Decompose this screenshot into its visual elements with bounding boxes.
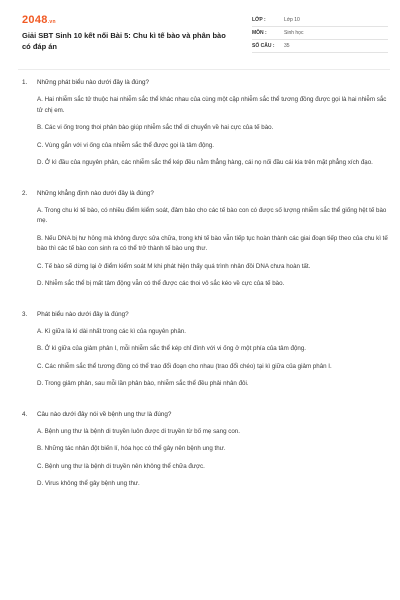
question-stem	[22, 309, 388, 327]
header-divider	[18, 69, 390, 70]
page-header	[0, 0, 400, 64]
meta-value: Lớp 10	[284, 17, 300, 23]
answer-option-a[interactable]: A. Kì giữa là kì dài nhất trong các kì của nguyên phân.	[37, 327, 186, 335]
answer-option-c[interactable]: C. Các nhiễm sắc thể tương đồng có thể trao đổi đoạn cho nhau (trao đổi chéo) tại kì giữa của giảm phân I.	[37, 362, 332, 370]
question-number: 2.	[22, 189, 28, 197]
site-logo[interactable]	[22, 14, 56, 26]
answer-option-a[interactable]: A. Bệnh ung thư là bệnh di truyền luôn được di truyền từ bố mẹ sang con.	[37, 427, 240, 435]
question-text: Những khẳng định nào dưới đây là đúng?	[37, 189, 154, 197]
answer-option-b[interactable]: B. Những tác nhân đột biến lí, hóa học có thể gây nên bệnh ung thư.	[37, 445, 226, 452]
question-number: 3.	[22, 310, 28, 318]
question-spacer	[22, 297, 388, 309]
meta-row-count	[252, 40, 388, 53]
answer-option-d[interactable]: D. Virus không thể gây bệnh ung thư.	[37, 480, 140, 487]
question-text: Phát biểu nào dưới đây là đúng?	[37, 310, 129, 318]
answer-option-d[interactable]: D. Trong giảm phân, sau mỗi lần phân bào, nhiễm sắc thể đều phải nhân đôi.	[37, 380, 249, 387]
meta-label: MÔN :	[252, 30, 267, 36]
meta-row-class	[252, 14, 388, 27]
answer-option-c[interactable]: C. Tế bào sẽ dừng lại ở điểm kiểm soát M khi phát hiện thấy quá trình nhân đôi DNA chưa hoàn tất.	[37, 262, 311, 270]
question-stem	[22, 188, 388, 206]
document-meta	[252, 14, 388, 53]
meta-row-subject	[252, 27, 388, 40]
question-spacer	[22, 176, 388, 188]
answer-option-b[interactable]: B. Các vi ống trong thoi phân bào giúp nhiễm sắc thể di chuyển về hai cực của tế bào.	[37, 124, 274, 131]
meta-label: LỚP :	[252, 17, 266, 23]
meta-value: 35	[284, 43, 290, 49]
document-title: Giải SBT Sinh 10 kết nối Bài 5: Chu kì tế bào và phân bào có đáp án	[22, 31, 226, 51]
answer-option-b[interactable]: B. Ở kì giữa của giảm phân I, mỗi nhiễm sắc thể kép chỉ đính với vi ống ở một phía của tâm động.	[37, 345, 306, 352]
meta-value: Sinh học	[284, 30, 304, 36]
answer-option-c[interactable]: C. Vùng gắn với vi ống của nhiễm sắc thể được gọi là tâm động.	[37, 141, 215, 149]
logo-suffix: .vn	[47, 19, 56, 25]
logo-text: 2048	[22, 14, 48, 26]
question-list	[22, 77, 388, 497]
meta-label: SỐ CÂU :	[252, 43, 275, 49]
answer-option-a[interactable]: A. Trong chu kì tế bào, có nhiều điểm kiểm soát, đảm bảo cho các tế bào con có được số lượng nhiễm sắc thể giống hệt tế bào mẹ.	[37, 206, 387, 224]
question-number: 4.	[22, 410, 28, 418]
answer-option-b[interactable]: B. Nếu DNA bị hư hỏng mà không được sửa chữa, trong khi tế bào vẫn tiếp tục hoàn thành các giai đoạn tiếp theo của chu kì tế bào thì các tế bào con sinh ra có thể trở thành tế bào ung thư.	[37, 234, 388, 252]
question-spacer	[22, 397, 388, 409]
question-number: 1.	[22, 79, 28, 86]
question-text: Những phát biểu nào dưới đây là đúng?	[37, 79, 149, 86]
question-stem	[22, 409, 388, 427]
answer-option-c[interactable]: C. Bệnh ung thư là bệnh di truyền nên không thể chữa được.	[37, 462, 205, 470]
question-stem	[22, 77, 388, 95]
question-2	[22, 188, 388, 290]
answer-option-a[interactable]: A. Hai nhiễm sắc tử thuộc hai nhiễm sắc thể khác nhau của cùng một cặp nhiễm sắc thể tương đồng được gọi là hai nhiễm sắc tử chị em.	[37, 96, 387, 114]
question-4	[22, 409, 388, 490]
question-text: Câu nào dưới đây nói về bệnh ung thư là đúng?	[37, 410, 172, 418]
answer-option-d[interactable]: D. Ở kì đầu của nguyên phân, các nhiễm sắc thể kép đều nằm thẳng hàng, cái nọ nối đầu cái kia trên mặt phẳng xích đạo.	[37, 159, 373, 166]
question-1	[22, 77, 388, 169]
answer-option-d[interactable]: D. Nhiễm sắc thể bị mất tâm động vẫn có thể được các thoi vô sắc kéo về cực của tế bào.	[37, 280, 285, 287]
question-3	[22, 309, 388, 390]
